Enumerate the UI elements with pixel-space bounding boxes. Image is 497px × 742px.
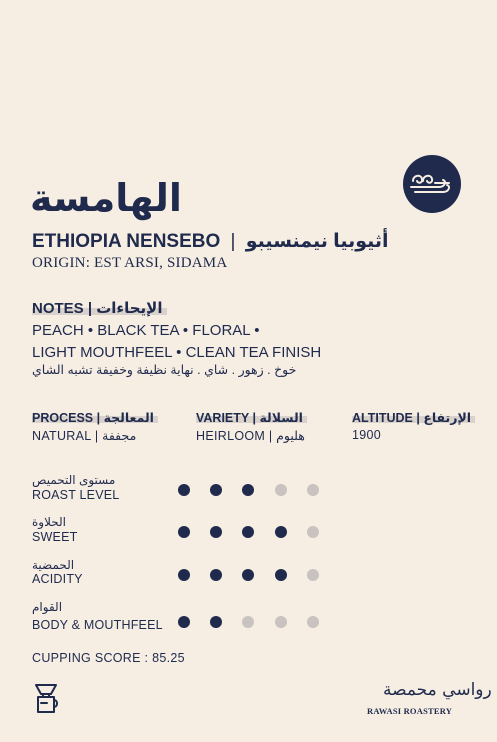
- meter-dot-empty: [307, 616, 319, 628]
- meter-dot-filled: [242, 526, 254, 538]
- meter-dot-filled: [210, 569, 222, 581]
- variety-label-text: VARIETY | السلالة: [196, 411, 303, 425]
- acidity-label-ar: الحمضية: [32, 558, 75, 572]
- meter-dot-filled: [275, 526, 287, 538]
- notes-label: [32, 299, 163, 317]
- meter-dot-filled: [242, 569, 254, 581]
- body-label-ar: القوام: [32, 600, 63, 614]
- meter-dot-filled: [210, 526, 222, 538]
- meter-dot-empty: [275, 616, 287, 628]
- meter-dot-empty: [307, 526, 319, 538]
- meter-dot-empty: [307, 569, 319, 581]
- process-label-text: PROCESS | المعالجة: [32, 411, 154, 425]
- arabic-title: الهامسة: [30, 176, 182, 220]
- product-name: [32, 230, 389, 253]
- meter-dot-filled: [210, 616, 222, 628]
- sweet-label-ar: الحلاوة: [32, 515, 66, 529]
- altitude-value: 1900: [352, 428, 382, 442]
- meter-dot-filled: [178, 484, 190, 496]
- body-label-en: BODY & MOUTHFEEL: [32, 618, 163, 632]
- meter-dot-filled: [242, 484, 254, 496]
- name-ar: أثيوبيا نيمنسيبو: [245, 231, 389, 252]
- altitude-label: [352, 410, 471, 425]
- cupping-score: CUPPING SCORE : 85.25: [32, 651, 185, 665]
- notes-line-1: PEACH • BLACK TEA • FLORAL •: [32, 322, 260, 339]
- meter-dot-filled: [210, 484, 222, 496]
- meter-dot-filled: [178, 616, 190, 628]
- roast-level-label-en: ROAST LEVEL: [32, 488, 120, 502]
- logo-arabic: رواسي محمصة: [383, 680, 492, 700]
- wind-swirl-icon: [403, 155, 461, 213]
- name-separator: |: [230, 231, 236, 252]
- meter-dot-filled: [178, 569, 190, 581]
- altitude-label-text: ALTITUDE | الإرتفاع: [352, 411, 472, 425]
- meter-dot-empty: [307, 484, 319, 496]
- meter-dot-empty: [242, 616, 254, 628]
- notes-label-text: NOTES | الإيحاءات: [32, 300, 163, 317]
- variety-value: HEIRLOOM | هليوم: [196, 429, 305, 443]
- name-en: ETHIOPIA NENSEBO: [32, 231, 221, 252]
- notes-line-2: LIGHT MOUTHFEEL • CLEAN TEA FINISH: [32, 344, 322, 361]
- sweet-label-en: SWEET: [32, 530, 78, 544]
- meter-dot-filled: [178, 526, 190, 538]
- variety-label: [196, 410, 303, 425]
- process-label: [32, 410, 154, 425]
- notes-arabic: خوخ . زهور . شاي . نهاية نظيفة وخفيفة تشبه الشاي: [32, 363, 297, 377]
- origin: ORIGIN: EST ARSI, SIDAMA: [32, 255, 228, 271]
- meter-dot-empty: [275, 484, 287, 496]
- process-value: NATURAL | مجففة: [32, 429, 137, 443]
- acidity-label-en: ACIDITY: [32, 572, 83, 586]
- roast-level-label-ar: مستوى التحميص: [32, 473, 116, 487]
- pour-over-brewer-icon: [33, 682, 59, 719]
- logo-english: RAWASI ROASTERY: [367, 706, 453, 716]
- meter-dot-filled: [275, 569, 287, 581]
